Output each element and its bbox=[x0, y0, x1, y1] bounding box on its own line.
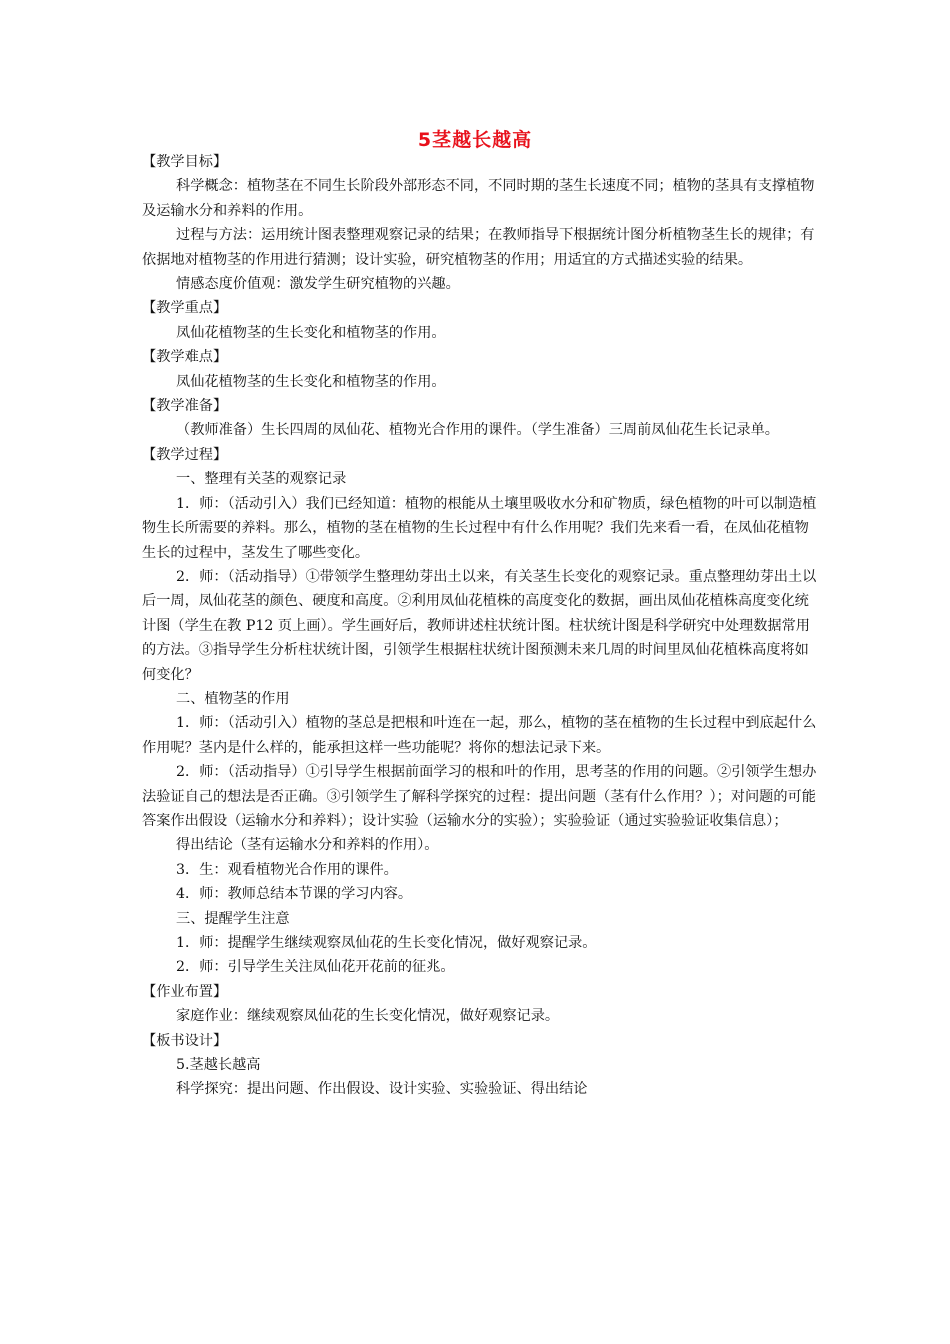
paragraph-preparation: （教师准备）生长四周的凤仙花、植物光合作用的课件。（学生准备）三周前凤仙花生长记录单。 bbox=[176, 422, 779, 439]
paragraph-part2-step4: 4．师：教师总结本节课的学习内容。 bbox=[176, 886, 413, 903]
paragraph-science-concept: 科学概念：植物茎在不同生长阶段外部形态不同，不同时期的茎生长速度不同；植物的茎具有支撑植物及运输水分和养料的作用。 bbox=[142, 178, 815, 219]
paragraph-part1-step1: 1．师：（活动引入）我们已经知道：植物的根能从土壤里吸收水分和矿物质，绿色植物的叶可以制造植物生长所需要的养料。那么，植物的茎在植物的生长过程中有什么作用呢？我们先来看一看，在凤仙花植物生长的过程中，茎发生了哪些变化。 bbox=[142, 495, 817, 561]
subheading-part-2: 二、植物茎的作用 bbox=[176, 690, 290, 707]
paragraph-difficulties: 凤仙花植物茎的生长变化和植物茎的作用。 bbox=[176, 373, 446, 390]
subheading-part-3: 三、提醒学生注意 bbox=[176, 910, 290, 927]
heading-teaching-goals: 【教学目标】 bbox=[142, 154, 228, 170]
paragraph-part1-step2: 2．师：（活动指导）①带领学生整理幼芽出土以来，有关茎生长变化的观察记录。重点整理幼芽出土以后一周，凤仙花茎的颜色、硬度和高度。②利用凤仙花植株的高度变化的数据，画出凤仙花植株高度变化统计图（学生在教 P12 页上画）。学生画好后，教师讲述柱状统计图。柱状统计图是科学研究中处理数据常用的方法。③指导学生分析柱状统计图，引领学生根据柱状统计图预测未来几周的时间里凤仙花植株高度将如何变化？ bbox=[142, 568, 817, 683]
heading-teaching-process: 【教学过程】 bbox=[142, 446, 228, 463]
paragraph-board-title: 5.茎越长越高 bbox=[176, 1057, 261, 1074]
paragraph-part3-step2: 2．师：引导学生关注凤仙花开花前的征兆。 bbox=[176, 959, 455, 976]
heading-homework: 【作业布置】 bbox=[142, 983, 228, 1000]
paragraph-homework: 家庭作业：继续观察凤仙花的生长变化情况，做好观察记录。 bbox=[176, 1008, 560, 1025]
paragraph-part2-step1: 1．师：（活动引入）植物的茎总是把根和叶连在一起，那么，植物的茎在植物的生长过程中到底起什么作用呢？茎内是什么样的，能承担这样一些功能呢？将你的想法记录下来。 bbox=[142, 715, 817, 756]
paragraph-board-inquiry: 科学探究：提出问题、作出假设、设计实验、实验验证、得出结论 bbox=[176, 1081, 588, 1098]
paragraph-part2-step2: 2．师：（活动指导）①引导学生根据前面学习的根和叶的作用，思考茎的作用的问题。②引领学生想办法验证自己的想法是否正确。③引领学生了解科学探究的过程：提出问题（茎有什么作用？）；对问题的可能答案作出假设（运输水分和养料）；设计实验（运输水分的实验）；实验验证（通过实验验证收集信息）； bbox=[142, 764, 817, 829]
heading-key-points: 【教学重点】 bbox=[142, 300, 228, 317]
paragraph-part2-conclusion: 得出结论（茎有运输水分和养料的作用）。 bbox=[176, 837, 439, 854]
subheading-part-1: 一、整理有关茎的观察记录 bbox=[176, 471, 347, 488]
heading-preparation: 【教学准备】 bbox=[142, 398, 228, 415]
paragraph-key-points: 凤仙花植物茎的生长变化和植物茎的作用。 bbox=[176, 324, 446, 341]
heading-difficulties: 【教学难点】 bbox=[142, 349, 228, 366]
paragraph-part3-step1: 1．师：提醒学生继续观察凤仙花的生长变化情况，做好观察记录。 bbox=[176, 935, 597, 951]
paragraph-process-method: 过程与方法：运用统计图表整理观察记录的结果；在教师指导下根据统计图分析植物茎生长的规律；有依据地对植物茎的作用进行猜测；设计实验，研究植物茎的作用；用适宜的方式描述实验的结果。 bbox=[142, 227, 815, 268]
paragraph-attitude-values: 情感态度价值观：激发学生研究植物的兴趣。 bbox=[176, 276, 460, 293]
paragraph-part2-step3: 3．生：观看植物光合作用的课件。 bbox=[176, 861, 398, 878]
document-body bbox=[142, 150, 822, 1102]
heading-board-design: 【板书设计】 bbox=[142, 1032, 228, 1049]
document-title: 5茎越长越高 bbox=[417, 129, 533, 151]
